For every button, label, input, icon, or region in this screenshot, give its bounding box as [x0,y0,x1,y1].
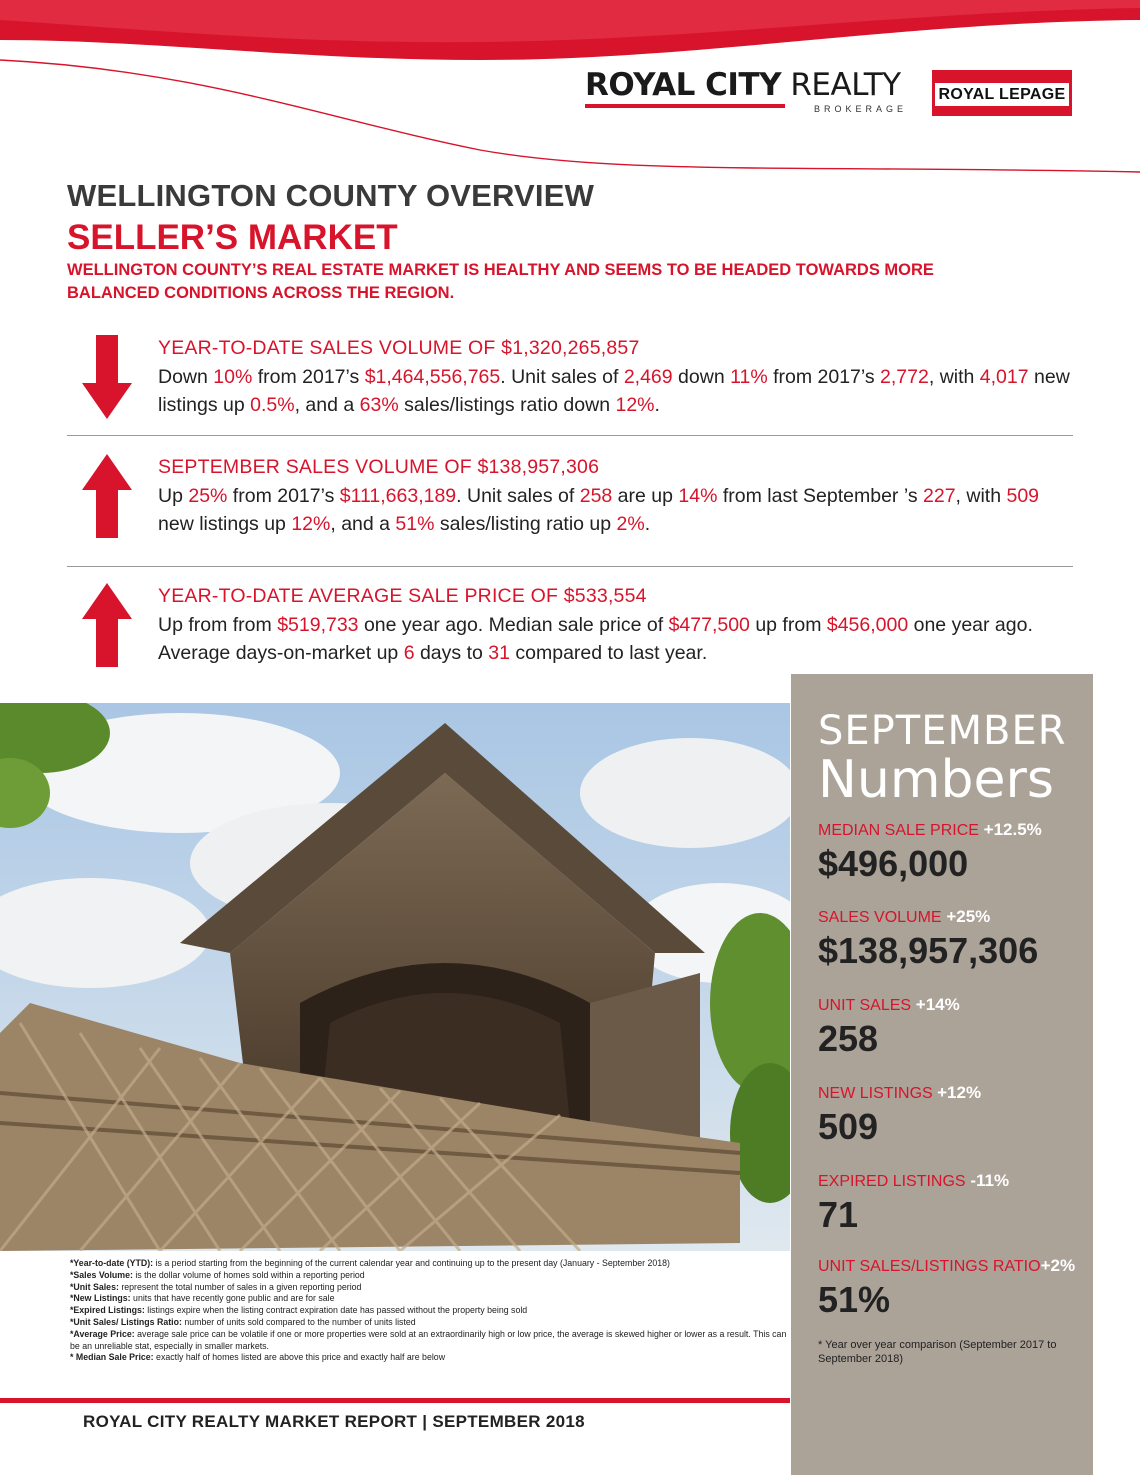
highlight-figure: 63% [359,394,399,416]
stat-sales-volume: SALES VOLUME +25% $138,957,306 [818,907,1093,972]
market-status-title: SELLER’S MARKET [67,218,398,257]
body-text: days to [414,642,489,664]
highlight-figure: 4,017 [979,366,1029,388]
highlight-figure: 258 [579,485,613,507]
intro-text: WELLINGTON COUNTY’S REAL ESTATE MARKET IS HEALTHY AND SEEMS TO BE HEADED TOWARDS MORE BALANCED CONDITIONS ACROSS THE REGION. [67,261,934,302]
highlight-figure: 51% [395,513,435,535]
body-text: , with [928,366,980,388]
ytd-sales-volume-block [67,335,1073,425]
body-text: one year ago. Average days-on-market up [158,614,1033,664]
body-text: Down [158,366,214,388]
body-text: . [654,394,660,416]
stat-value: 71 [818,1194,859,1235]
block-heading: YEAR-TO-DATE SALES VOLUME OF $1,320,265,857 [158,337,640,359]
block-body [158,611,1073,667]
body-text: Up from from [158,614,278,636]
divider [67,435,1073,436]
body-text: . Unit sales of [456,485,580,507]
royal-lepage-logo [932,70,1072,116]
footnote: *New Listings: units that have recently gone public and are for sale [70,1293,335,1304]
block-body [158,363,1073,419]
arrow-down-icon [82,335,132,419]
body-text: . Unit sales of [500,366,624,388]
arrow-up-icon [82,583,132,667]
body-text: Up [158,485,189,507]
stat-new-listings: NEW LISTINGS +12% 509 [818,1083,1093,1148]
body-text: , and a [330,513,396,535]
body-text: from 2017’s [227,485,340,507]
page-title: WELLINGTON COUNTY OVERVIEW [67,178,595,213]
panel-title-numbers: Numbers [818,750,1054,810]
stat-value: $496,000 [818,843,969,884]
body-text: new listings up [158,366,1070,416]
ytd-average-price-block [67,583,1073,678]
body-text: . [644,513,651,535]
stat-value: 509 [818,1106,879,1147]
highlight-figure: 2% [616,513,645,535]
stat-sales-listings-ratio: UNIT SALES/LISTINGS RATIO+2% 51% [818,1256,1093,1321]
body-text: sales/listing ratio up [434,513,617,535]
stat-expired-listings: EXPIRED LISTINGS -11% 71 [818,1171,1093,1236]
highlight-figure: 11% [730,366,768,388]
arrow-up-icon [82,454,132,538]
body-text: sales/listings ratio down [398,394,616,416]
highlight-figure: 509 [1006,485,1040,507]
block-heading: YEAR-TO-DATE AVERAGE SALE PRICE OF $533,554 [158,585,647,607]
september-numbers-panel [791,674,1093,1475]
highlight-figure: $1,464,556,765 [364,366,501,388]
footer-rule [0,1398,790,1403]
brand-name-bold: ROYAL CITY [585,67,782,103]
highlight-figure: 31 [488,642,510,664]
stat-median-sale-price: MEDIAN SALE PRICE +12.5% $496,000 [818,820,1093,885]
highlight-figure: 12% [615,394,655,416]
block-body [158,482,1073,538]
block-heading: SEPTEMBER SALES VOLUME OF $138,957,306 [158,456,600,478]
brand-name-rest: REALTY [781,67,901,103]
body-text: down [672,366,731,388]
stat-value: 51% [818,1279,891,1320]
body-text: from 2017’s [252,366,365,388]
panel-title-month: SEPTEMBER [818,708,1067,754]
highlight-figure: 14% [678,485,718,507]
royal-lepage-text: ROYAL LEPAGE [938,85,1066,103]
highlight-figure: 227 [923,485,956,507]
body-text: , with [955,485,1007,507]
body-text: new listings up [158,513,292,535]
highlight-figure: 6 [403,642,415,664]
footnote: *Unit Sales/ Listings Ratio: number of units sold compared to the number of units listed [70,1316,416,1327]
body-text: from 2017’s [767,366,881,388]
panel-footnote: * Year over year comparison (September 2017 to September 2018) [818,1339,1057,1365]
divider [67,566,1073,567]
footnotes [70,1258,790,1364]
footnote: *Year-to-date (YTD): is a period starting from the beginning of the current calendar year and continuing up to the present day (January - September 2018) [70,1258,670,1268]
highlight-figure: $519,733 [277,614,359,636]
body-text: are up [612,485,679,507]
footnote: *Expired Listings: listings expire when the listing contract expiration date has passed without the property being sold [70,1305,528,1316]
brand-subtitle: BROKERAGE [813,104,907,114]
highlight-figure: 10% [213,366,253,388]
body-text: from last September ’s [717,485,923,507]
highlight-figure: 0.5% [250,394,295,416]
footer-title: ROYAL CITY REALTY MARKET REPORT | SEPTEMBER 2018 [83,1412,585,1431]
footnote: *Average Price: average sale price can be volatile if one or more properties were sold at an extraordinarily high or low price, the average is skewed higher or lower as a result. This can be an unreliable stat, especially in smaller markets. [70,1328,787,1351]
body-text: , and a [294,394,360,416]
footnote: *Unit Sales: represent the total number of sales in a given reporting period [70,1281,362,1292]
royal-city-realty-logo [585,67,915,114]
stat-value: $138,957,306 [818,930,1039,971]
stat-unit-sales: UNIT SALES +14% 258 [818,995,1093,1060]
highlight-figure: 2,469 [623,366,673,388]
footnote: *Sales Volume: is the dollar volume of homes sold within a reporting period [70,1269,365,1280]
highlight-figure: 2,772 [880,366,929,388]
body-text: up from [749,614,827,636]
highlight-figure: 12% [291,513,331,535]
stat-value: 258 [818,1018,879,1059]
highlight-figure: $456,000 [826,614,909,636]
highlight-figure: $477,500 [668,614,750,636]
footnote: * Median Sale Price: exactly half of homes listed are above this price and exactly half are below [70,1352,446,1363]
highlight-figure: 25% [188,485,228,507]
body-text: compared to last year. [509,642,708,664]
september-sales-volume-block [67,454,1073,549]
covered-bridge-photo [0,703,790,1251]
body-text: one year ago. Median sale price of [358,614,669,636]
highlight-figure: $111,663,189 [339,485,457,507]
